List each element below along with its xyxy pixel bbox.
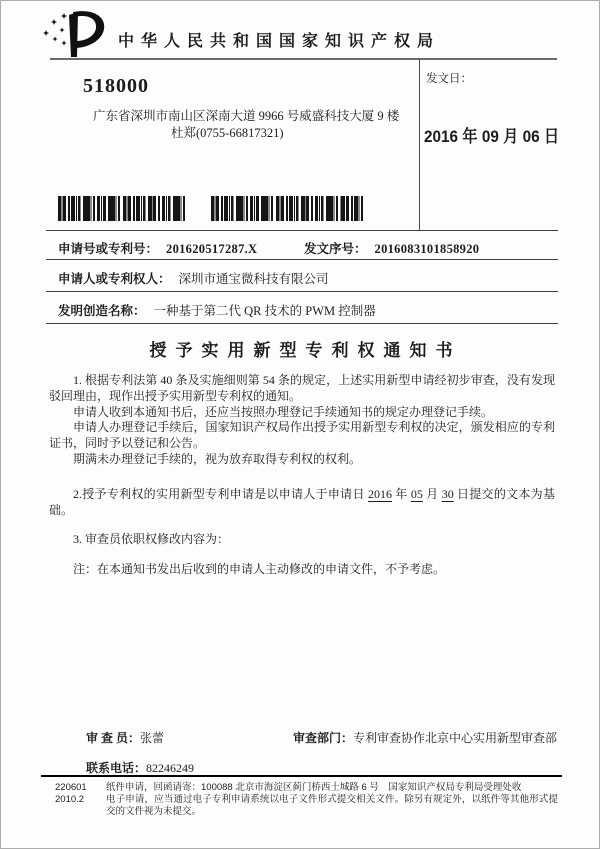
recipient-address: 广东省深圳市南山区深南大道 9966 号威盛科技大厦 9 楼 xyxy=(93,109,400,123)
postal-code: 518000 xyxy=(83,75,149,97)
paragraph-1b: 申请人收到本通知书后，还应当按照办理登记手续通知书的规定办理登记手续。 xyxy=(73,404,494,419)
table-rule-1 xyxy=(46,259,558,260)
form-version: 2010.2 xyxy=(55,794,85,805)
sipo-emblem-icon xyxy=(37,7,111,59)
phone-row xyxy=(86,759,194,776)
dispatch-date-label: 发文日： xyxy=(426,73,472,85)
recipient-contact: 杜郑(0755-66817321) xyxy=(171,126,284,140)
org-name: 中华人民共和国国家知识产权局 xyxy=(118,33,441,50)
paragraph-1: 1. 根据专利法第 40 条及实施细则第 54 条的规定，上述实用新型申请经初步审查，没有发现驳回理由，现作出授予实用新型专利权的通知。 xyxy=(49,373,555,403)
examiner-label: 审 查 员： xyxy=(86,731,141,745)
filing-date-suffix: 日提交的文本为基础。 xyxy=(49,486,555,517)
footer-divider xyxy=(41,775,562,777)
department-label: 审查部门： xyxy=(293,731,354,745)
department-row xyxy=(293,729,557,746)
form-notes xyxy=(106,782,558,818)
form-note-paper: 纸件申请，回函请寄：100088 北京市海淀区蓟门桥西土城路 6 号 国家知识产权局专利局受理处收 xyxy=(106,782,522,793)
department-value: 专利审查协作北京中心实用新型审查部 xyxy=(353,731,558,745)
application-number-value: 201620517287.X xyxy=(166,242,258,256)
serial-number-cell xyxy=(304,239,479,257)
filing-date-month: 05 xyxy=(410,486,423,501)
phone-value: 82246249 xyxy=(146,761,195,775)
paragraph-2 xyxy=(49,487,555,519)
table-rule-top xyxy=(46,230,558,231)
invention-title-value: 一种基于第二代 QR 技术的 PWM 控制器 xyxy=(153,304,376,318)
examiner-name: 张蕾 xyxy=(140,731,165,745)
examiner-row xyxy=(86,729,164,746)
form-note-electronic: 电子申请，应当通过电子专利申请系统以电子文件形式提交相关文件。除另有规定外，以纸件等其他形式提交的文件视为未提交。 xyxy=(106,794,558,817)
invention-title-label: 发明创造名称： xyxy=(58,304,146,318)
note-paragraph: 注：在本通知书发出后收到的申请人主动修改的申请文件，不予考虑。 xyxy=(73,562,446,577)
applicant-value: 深圳市通宝微科技有限公司 xyxy=(178,272,329,286)
form-code: 220601 xyxy=(55,782,87,793)
barcode-left-icon xyxy=(58,196,186,221)
filing-date-year: 2016 xyxy=(368,486,393,501)
applicant-cell xyxy=(58,269,329,287)
serial-number-label: 发文序号： xyxy=(304,242,367,256)
application-number-label: 申请号或专利号： xyxy=(58,242,159,256)
applicant-label: 申请人或专利权人： xyxy=(58,272,171,286)
filing-date-sep2: 月 xyxy=(422,486,442,501)
filing-date-day: 30 xyxy=(441,486,454,501)
paragraph-3: 3. 审查员依职权修改内容为： xyxy=(73,532,230,547)
barcode-right-icon xyxy=(211,196,363,221)
document-title: 授予实用新型专利权通知书 xyxy=(149,341,462,360)
filing-date-sep1: 年 xyxy=(392,486,411,501)
paragraph-1c: 申请人办理登记手续后，国家知识产权局作出授予实用新型专利权的决定，颁发相应的专利证书，同时予以登记和公告。 xyxy=(49,420,555,451)
application-number-cell xyxy=(58,239,257,257)
notice-body xyxy=(49,373,555,578)
paragraph-1d: 期满未办理登记手续的，视为放弃取得专利权的权利。 xyxy=(73,451,362,466)
invention-title-cell xyxy=(58,301,376,319)
table-rule-2 xyxy=(46,291,558,292)
table-rule-bottom xyxy=(46,323,558,324)
phone-label: 联系电话： xyxy=(86,761,147,775)
serial-number-value: 2016083101858920 xyxy=(374,242,480,256)
header-divider xyxy=(50,58,557,60)
filing-date-prefix: 2.授予专利权的实用新型专利申请是以申请人于申请日 xyxy=(73,486,369,501)
address-date-divider xyxy=(419,59,420,231)
dispatch-date-value: 2016 年 09 月 06 日 xyxy=(424,127,560,146)
